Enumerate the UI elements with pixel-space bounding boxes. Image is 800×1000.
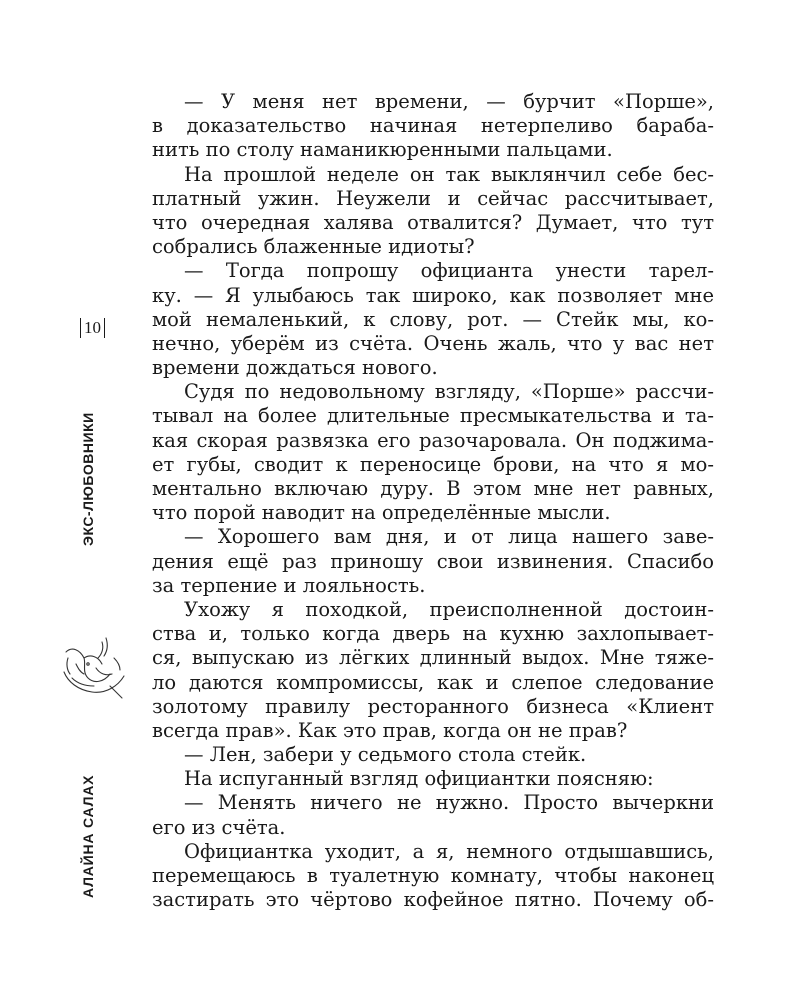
body-text [152,90,714,912]
text-line: Ухожу я походкой, преисполненной достоин- [184,597,714,621]
text-line: Судя по недовольному взгляду, «Порше» рассчи- [184,380,714,404]
text-line: ку. — Я улыбаюсь так широко, как позволяет мне [152,283,714,307]
text-line: ства и, только когда дверь на кухню захлопывает- [152,622,714,646]
text-line: всегда прав». Как это прав, когда он не прав? [152,718,628,742]
text-line: — У меня нет времени, — бурчит «Порше», [184,90,714,113]
page-number: 10 [80,318,105,338]
text-line: платный ужин. Неужели и сейчас рассчитывает, [152,186,714,210]
text-line: нить по столу наманикюренными пальцами. [152,138,613,162]
text-line: собрались блаженные идиоты? [152,235,475,259]
text-line: золотому правилу ресторанного бизнеса «Клиент [152,694,714,718]
text-line: что порой наводит на определённые мысли. [152,501,611,525]
text-line: Официантка уходит, а я, немного отдышавшись, [184,839,714,863]
text-line: ся, выпускаю из лёгких длинный выдох. Мне тяже- [152,646,714,670]
text-line: кая скорая развязка его разочаровала. Он поджима- [152,428,714,452]
text-line: что очередная халява отвалится? Думает, что тут [152,210,714,234]
text-line: На испуганный взгляд официантки поясняю: [184,767,654,791]
text-line: перемещаюсь в туалетную комнату, чтобы наконец [152,864,714,887]
text-line: тывал на более длительные пресмыкательства и та- [152,404,714,428]
text-line: мой немаленький, к слову, рот. — Стейк мы, ко- [152,307,714,331]
text-line: дения ещё раз приношу свои извинения. Спасибо [152,549,714,573]
running-title: ЭКС-ЛЮБОВНИКИ [80,412,96,546]
author-name: АЛАЙНА САЛАХ [80,774,96,898]
text-line: На прошлой неделе он так выклянчил себе бес- [184,162,714,186]
text-line: ло даются компромиссы, как и слепое следование [152,670,714,694]
text-line: застирать это чёртово кофейное пятно. Почему об- [152,888,714,912]
text-line: его из счёта. [152,815,286,839]
text-line: — Тогда попрошу официанта унести тарел- [184,259,714,283]
text-line: за терпение и лояльность. [152,573,426,597]
swan-ornament-icon [58,628,130,708]
text-line: в доказательство начиная нетерпеливо бараба- [152,114,714,138]
text-line: — Хорошего вам дня, и от лица нашего заве- [184,525,714,549]
text-line: — Менять ничего не нужно. Просто вычеркни [184,791,714,815]
text-line: нечно, уберём из счёта. Очень жаль, что у вас нет [152,331,714,355]
text-line: времени дождаться нового. [152,356,438,380]
text-line: ет губы, сводит к переносице брови, на что я мо- [152,452,714,476]
text-line: ментально включаю дуру. В этом мне нет равных, [152,477,714,500]
text-line: — Лен, забери у седьмого стола стейк. [184,743,587,767]
